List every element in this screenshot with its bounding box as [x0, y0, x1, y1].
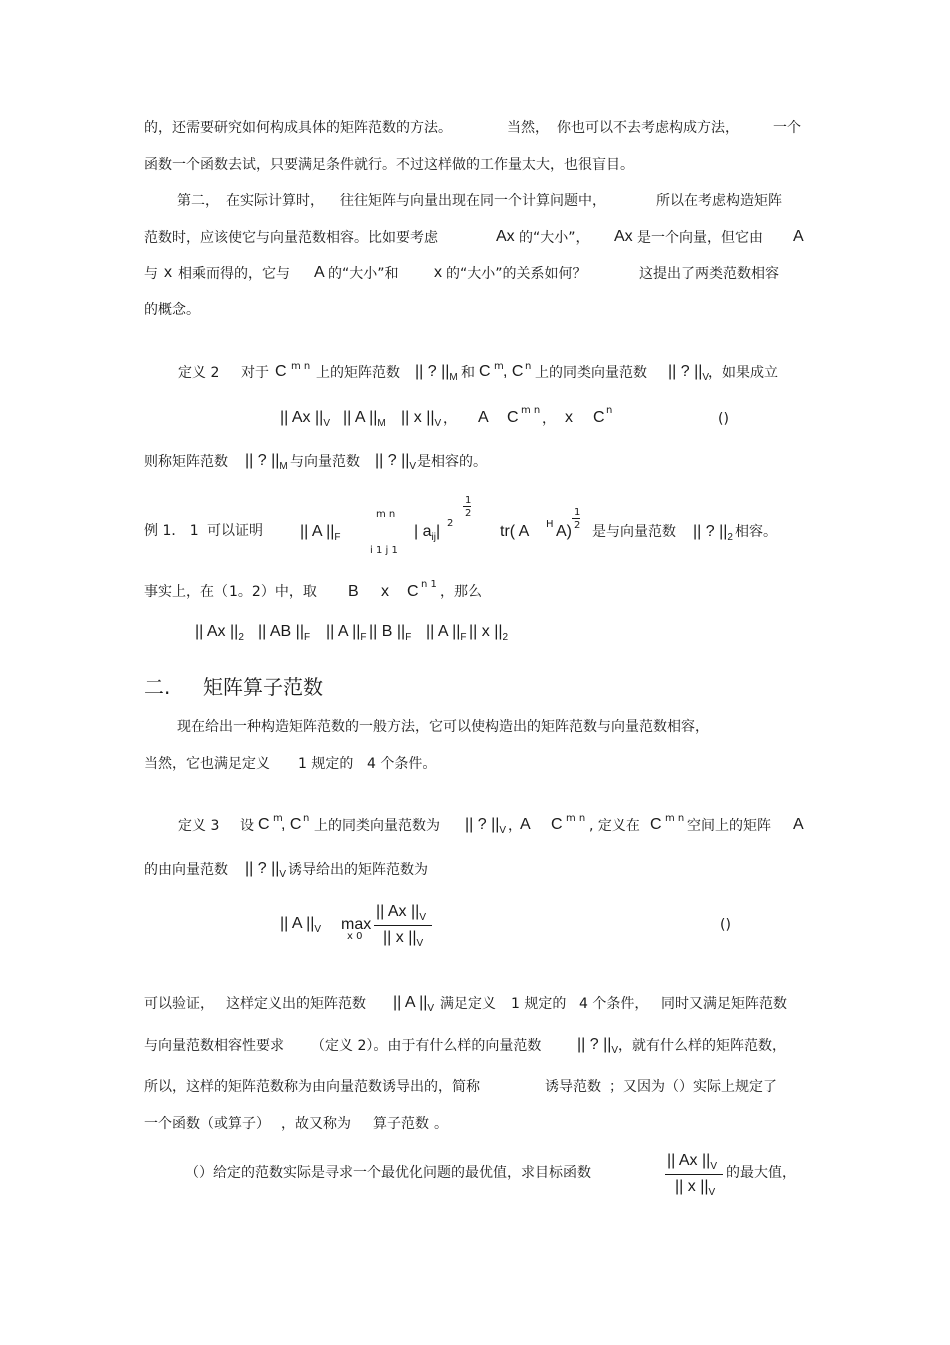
superscript: n 1 [421, 579, 437, 590]
para3-text: （定义 2）。由于有什么样的向量范数 [311, 1038, 542, 1054]
para3-text: 的最大值， [726, 1165, 796, 1181]
para2-line4: 的概念。 [144, 302, 200, 318]
section2-para: 现在给出一种构造矩阵范数的一般方法，它可以使构造出的矩阵范数与向量范数相容， [177, 719, 709, 735]
equation-term: A [478, 409, 489, 426]
norm-inequality-term: || A $||_F$ [426, 623, 467, 643]
math-x: x [381, 583, 389, 600]
math-a: A [520, 816, 531, 833]
example-fact: ，那么 [440, 584, 482, 600]
para2-line1c: 往往矩阵与向量出现在同一个计算问题中， [340, 193, 606, 209]
para2-line3d: 的“大小”的关系如何？ [446, 266, 587, 282]
equation-number: () [720, 917, 731, 933]
def3-text: 诱导给出的矩阵范数为 [288, 862, 428, 878]
math-c: , C [281, 816, 302, 833]
superscript: n [606, 405, 613, 416]
fraction-denominator: || x $||_V$ [383, 929, 424, 949]
para2-line2b: 的“大小”， [519, 230, 590, 246]
para1-line1d: 一个 [773, 120, 801, 136]
superscript: m n [566, 813, 586, 824]
math-norm: || ? $||_V$ [668, 363, 710, 383]
math-norm: || ? $||_V$ [245, 860, 287, 880]
sum-limits-bottom: i 1 j 1 [370, 545, 398, 556]
para1-line1b: 当然， [507, 120, 549, 136]
norm-inequality-term: || x $||_2$ [469, 623, 509, 643]
fraction-bar [463, 506, 471, 507]
para3-text: 1 规定的 [511, 996, 567, 1012]
norm-inequality-term: || Ax $||_2$ [195, 623, 244, 643]
example-label: 例 1． 1 [144, 523, 199, 539]
para1-line2: 函数一个函数去试，只要满足条件就行。不过这样做的工作量太大，也很盲目。 [144, 157, 634, 173]
math-a: A [793, 228, 804, 245]
example-fact: 事实上，在（ [144, 584, 228, 600]
math-c: C [650, 816, 662, 833]
para3-text: 所以，这样的矩阵范数称为由向量范数诱导出的，简称 [144, 1079, 480, 1095]
section2-para: 1 规定的 [298, 756, 354, 772]
superscript: m n [665, 813, 685, 824]
half-exponent-num: 1 [574, 507, 581, 518]
equation-term: ， [443, 411, 457, 427]
math-c: C [258, 816, 270, 833]
para3-text: 4 个条件， [579, 996, 649, 1012]
math-norm: || ? $||_2$ [693, 523, 733, 543]
def3-text: 的由向量范数 [144, 862, 228, 878]
example-text: 可以证明 [207, 523, 263, 539]
math-aij: | $a_{ij}|$ [414, 523, 441, 543]
para3-text: 满足定义 [440, 996, 496, 1012]
math-c: C [275, 363, 287, 380]
max-operator: max [341, 916, 372, 933]
math-c: C [407, 583, 419, 600]
norm-inequality-term: || B $||_F$ [369, 623, 412, 643]
def2-conclusion: 与向量范数 [290, 454, 360, 470]
half-exponent-den: 2 [574, 520, 581, 531]
para3-emphasis: 算子范数 [373, 1116, 429, 1132]
superscript: m n [291, 361, 311, 372]
equation-number: () [718, 411, 729, 427]
def2-conclusion: 则称矩阵范数 [144, 454, 228, 470]
trace-expression: A) [556, 523, 572, 540]
math-norm: || A $||_V$ [393, 994, 435, 1014]
def2-label: 定义 2 [178, 365, 220, 381]
superscript: m [273, 813, 283, 824]
math-c: , C [503, 363, 524, 380]
max-subscript: x 0 [347, 931, 363, 942]
example-text: 是与向量范数 [592, 524, 676, 540]
math-c: C [551, 816, 563, 833]
def2-text: 上的同类向量范数 [535, 365, 647, 381]
def3-label: 定义 3 [178, 818, 220, 834]
induced-norm-lhs: || A $||_V$ [280, 915, 322, 935]
def2-text: 和 [461, 365, 475, 381]
section2-para: 当然，它也满足定义 [144, 756, 270, 772]
fraction-numerator: || Ax $||_V$ [376, 903, 426, 923]
def3-text: , 定义在 [589, 818, 640, 834]
superscript: 2 [447, 518, 454, 529]
math-norm: || ? $||_M$ [415, 363, 458, 383]
equation-term: || x $||_V$ [401, 409, 442, 429]
sum-limits-top: m n [376, 509, 396, 520]
def2-conclusion: 是相容的。 [417, 454, 487, 470]
superscript: m [494, 361, 504, 372]
math-ax: Ax [496, 228, 515, 245]
para2-line2a: 范数时，应该使它与向量范数相容。比如要考虑 [144, 230, 438, 246]
para1-line1c: 你也可以不去考虑构成方法， [557, 120, 739, 136]
equation-term: C [593, 409, 605, 426]
para3-text: 同时又满足矩阵范数 [661, 996, 787, 1012]
math-b: B [348, 583, 359, 600]
superscript: m n [521, 405, 541, 416]
para2-line2c: 是一个向量，但它由 [637, 230, 763, 246]
para3-text: ，就有什么样的矩阵范数， [618, 1038, 786, 1054]
para2-line3c: 的“大小”和 [328, 266, 399, 282]
frobenius-norm: || A $||_F$ [300, 523, 341, 543]
example-fact: 1。2）中，取 [229, 584, 317, 600]
def2-text: ，如果成立 [708, 365, 778, 381]
math-norm: || ? $||_M$ [245, 452, 288, 472]
fraction-bar [665, 1174, 723, 1175]
def2-text: 对于 [241, 365, 269, 381]
section-title: 矩阵算子范数 [203, 675, 323, 699]
para3-text: 可以验证， [144, 996, 214, 1012]
para3-text: 与向量范数相容性要求 [144, 1038, 284, 1054]
half-exponent-num: 1 [465, 495, 472, 506]
math-ax: Ax [614, 228, 633, 245]
norm-inequality-term: || A $||_F$ [326, 623, 367, 643]
math-x: x [164, 264, 172, 281]
def3-text: 设 [240, 818, 254, 834]
para3-text: ，故又称为 [281, 1116, 351, 1132]
fraction-bar [374, 925, 432, 926]
section2-para: 4 个条件。 [367, 756, 437, 772]
def3-text: 上的同类向量范数为 [314, 818, 440, 834]
fraction-numerator: || Ax $||_V$ [667, 1152, 717, 1172]
para3-text: （）给定的范数实际是寻求一个最优化问题的最优值，求目标函数 [185, 1165, 591, 1181]
superscript: n [525, 361, 532, 372]
half-exponent-den: 2 [465, 508, 472, 519]
math-norm: || ? $||_V$ [577, 1036, 619, 1056]
para3-text: 一个函数（或算子） [144, 1116, 270, 1132]
para3-text: ；又因为（）实际上规定了 [609, 1079, 777, 1095]
equation-term: ， [542, 411, 556, 427]
norm-inequality-term: || AB $||_F$ [258, 623, 311, 643]
fraction-denominator: || x $||_V$ [675, 1178, 716, 1198]
fraction-bar [572, 518, 580, 519]
para2-line1a: 第二， [177, 193, 219, 209]
para1-line1: 的，还需要研究如何构成具体的矩阵范数的方法。 [144, 120, 452, 136]
para2-line3b: 相乘而得的，它与 [178, 266, 290, 282]
equation-term: || Ax $||_V$ [280, 409, 330, 429]
example-text: 相容。 [735, 524, 777, 540]
def3-text: ， [508, 818, 522, 834]
math-a: A [314, 264, 325, 281]
math-a: A [793, 816, 804, 833]
superscript: n [303, 813, 310, 824]
para2-line3a: 与 [144, 266, 158, 282]
def3-text: 空间上的矩阵 [687, 818, 771, 834]
math-x: x [434, 264, 442, 281]
equation-term: C [507, 409, 519, 426]
para3-emphasis: 诱导范数 [545, 1079, 601, 1095]
math-norm: || ? $||_V$ [375, 452, 417, 472]
section-number: 二. [144, 675, 171, 699]
para3-text: 。 [434, 1116, 448, 1132]
trace-expression: tr( A [500, 523, 530, 540]
def2-text: 上的矩阵范数 [316, 365, 400, 381]
para3-text: 这样定义出的矩阵范数 [226, 996, 366, 1012]
equation-term: x [565, 409, 573, 426]
para2-line1d: 所以在考虑构造矩阵 [656, 193, 782, 209]
superscript: H [546, 519, 554, 530]
para2-line3e: 这提出了两类范数相容 [639, 266, 779, 282]
math-norm: || ? $||_V$ [465, 816, 507, 836]
math-c: C [479, 363, 491, 380]
equation-term: || A $||_M$ [343, 409, 386, 429]
para2-line1b: 在实际计算时， [226, 193, 324, 209]
